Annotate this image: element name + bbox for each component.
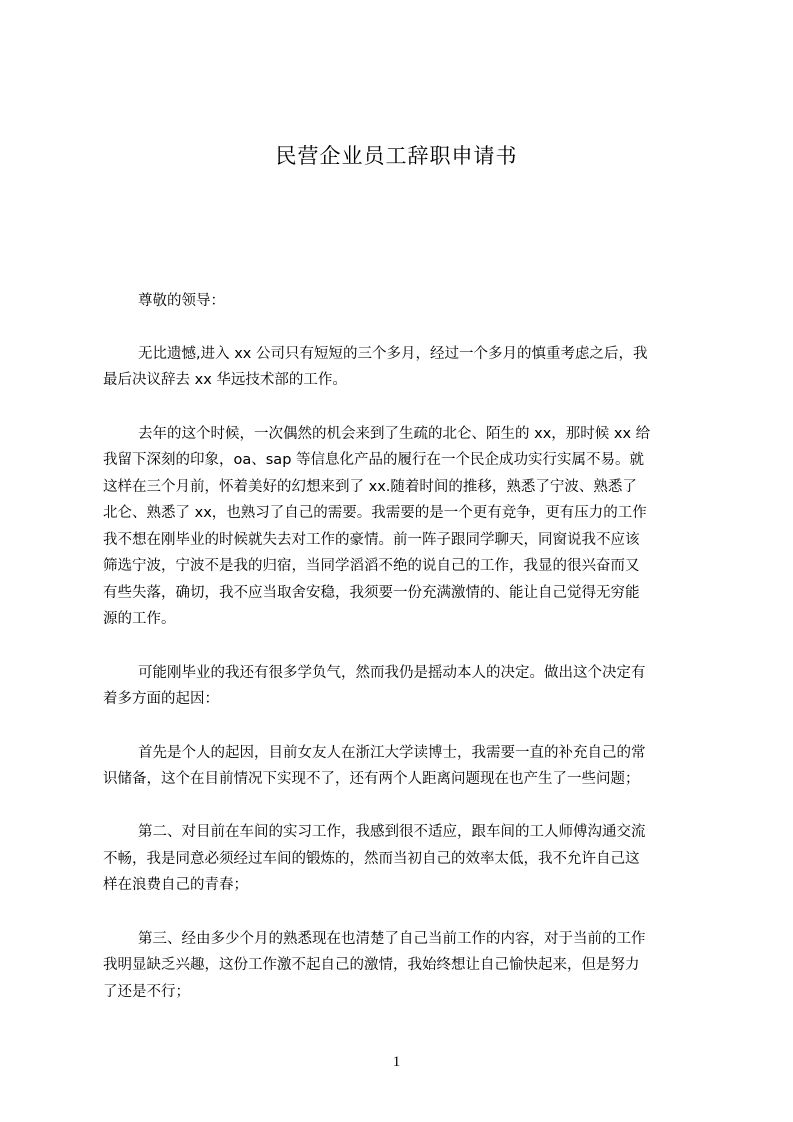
paragraph-line: 无比遗憾,进入 xx 公司只有短短的三个多月，经过一个多月的慎重考虑之后，我 (138, 346, 648, 362)
paragraph-line: 源的工作。 (103, 611, 176, 627)
paragraph-line: 了还是不行； (103, 984, 190, 1000)
paragraph-line: 我明显缺乏兴趣，这份工作激不起自己的激情，我始终想让自己愉快起来，但是努力 (103, 957, 640, 973)
paragraph-line: 可能刚毕业的我还有很多学负气，然而我仍是摇动本人的决定。做出这个决定有 (138, 665, 646, 681)
paragraph-line: 首先是个人的起因，目前女友人在浙江大学读博士，我需要一直的补充自己的常 (138, 745, 646, 761)
paragraph-line: 最后决议辞去 xx 华远技术部的工作。 (103, 372, 347, 388)
paragraph-line: 着多方面的起因： (103, 691, 219, 707)
paragraph-line: 第二、对目前在车间的实习工作，我感到很不适应，跟车间的工人师傅沟通交流 (138, 824, 646, 840)
paragraph-line: 我不想在刚毕业的时候就失去对工作的豪情。前一阵子跟同学聊天，同窗说我不应该 (103, 532, 640, 548)
paragraph-line: 不畅，我是同意必须经过车间的锻炼的，然而当初自己的效率太低，我不允许自己这 (103, 851, 640, 867)
paragraph-line: 去年的这个时候，一次偶然的机会来到了生疏的北仑、陌生的 xx，那时候 xx 给 (138, 426, 651, 442)
salutation: 尊敬的领导： (138, 293, 225, 309)
page-number: 1 (392, 1054, 401, 1070)
paragraph-line: 这样在三个月前，怀着美好的幻想来到了 xx.随着时间的推移，熟悉了宁波、熟悉了 (103, 479, 637, 495)
paragraph-line: 样在浪费自己的青春； (103, 877, 248, 893)
paragraph-line: 我留下深刻的印象，oa、sap 等信息化产品的履行在一个民企成功实行实属不易。就 (103, 452, 645, 468)
document-title: 民营企业员工辞职申请书 (275, 144, 518, 168)
paragraph-line: 第三、经由多少个月的熟悉现在也清楚了自己当前工作的内容，对于当前的工作 (138, 931, 646, 947)
paragraph-line: 筛选宁波，宁波不是我的归宿，当同学滔滔不绝的说自己的工作，我显的很兴奋而又 (103, 558, 640, 574)
paragraph-line: 北仑、熟悉了 xx，也熟习了自己的需要。我需要的是一个更有竞争，更有压力的工作 (103, 505, 647, 521)
paragraph-line: 有些失落，确切，我不应当取舍安稳，我须要一份充满激情的、能让自己觉得无穷能 (103, 585, 640, 601)
paragraph-line: 识储备，这个在目前情况下实现不了，还有两个人距离问题现在也产生了一些问题； (103, 771, 640, 787)
